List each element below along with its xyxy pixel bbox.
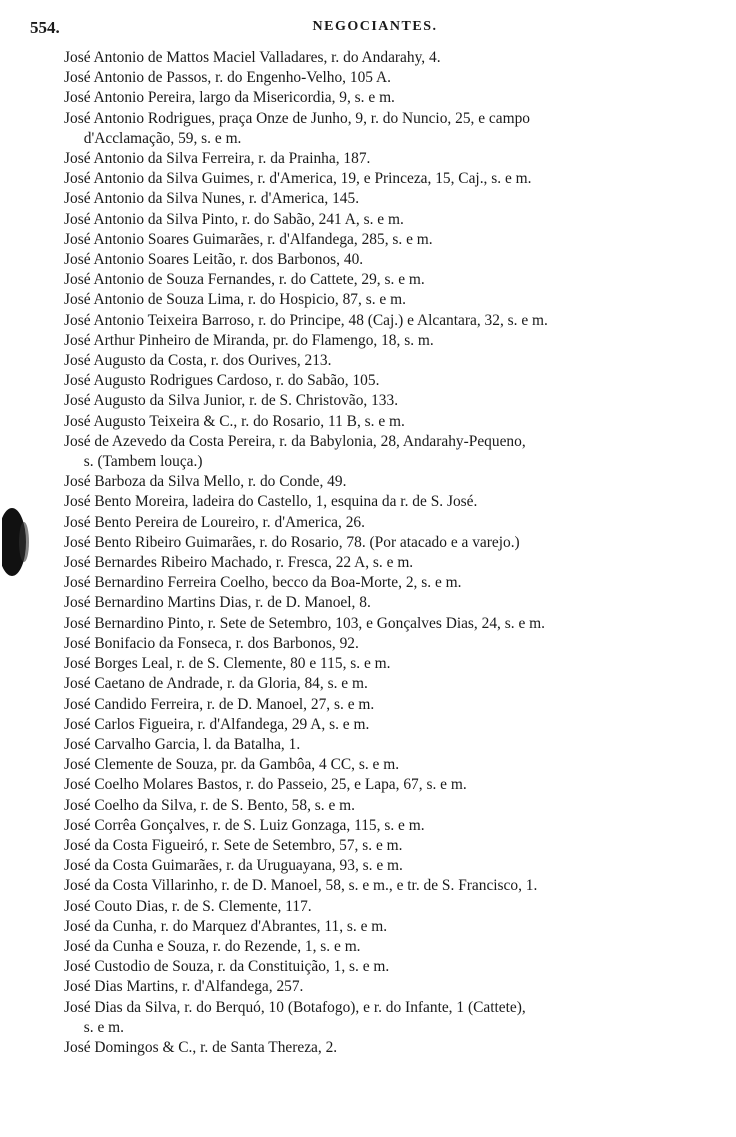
directory-entry bbox=[64, 654, 726, 674]
running-title: NEGOCIANTES. bbox=[312, 19, 438, 34]
directory-entry bbox=[64, 836, 726, 856]
directory-entry bbox=[64, 715, 726, 735]
directory-entry bbox=[64, 311, 726, 331]
entry-text: José Bernardino Pinto, r. Sete de Setembro, 103, e Gonçalves Dias, 24, s. e m. bbox=[64, 614, 545, 632]
directory-entry bbox=[64, 472, 726, 492]
directory-entry bbox=[64, 88, 726, 108]
entry-text: José Corrêa Gonçalves, r. de S. Luiz Gonzaga, 115, s. e m. bbox=[64, 816, 425, 834]
entry-text: José Bento Moreira, ladeira do Castello, 1, esquina da r. de S. José. bbox=[64, 493, 478, 511]
entry-text: José Carvalho Garcia, l. da Batalha, 1. bbox=[64, 735, 301, 753]
directory-entry bbox=[64, 573, 726, 593]
entry-text: José Antonio de Souza Fernandes, r. do Cattete, 29, s. e m. bbox=[64, 271, 425, 289]
directory-entry bbox=[64, 816, 726, 836]
entry-text: José Bonifacio da Fonseca, r. dos Barbonos, 92. bbox=[64, 634, 359, 652]
directory-entry bbox=[64, 957, 726, 977]
entry-text: José da Cunha e Souza, r. do Rezende, 1, s. e m. bbox=[64, 937, 361, 955]
entry-text: José Bernardes Ribeiro Machado, r. Fresca, 22 A, s. e m. bbox=[64, 554, 414, 572]
directory-entry bbox=[64, 533, 726, 553]
entry-text: José Borges Leal, r. de S. Clemente, 80 e 115, s. e m. bbox=[64, 655, 391, 673]
directory-entry bbox=[64, 210, 726, 230]
directory-entry bbox=[64, 735, 726, 755]
directory-entry bbox=[64, 856, 726, 876]
directory-entry bbox=[64, 290, 726, 310]
entry-text: José Dias da Silva, r. do Berquó, 10 (Botafogo), e r. do Infante, 1 (Cattete), bbox=[64, 998, 526, 1016]
directory-entry bbox=[64, 492, 726, 512]
entry-text: José Antonio Teixeira Barroso, r. do Principe, 48 (Caj.) e Alcantara, 32, s. e m. bbox=[64, 311, 548, 329]
directory-entry bbox=[64, 796, 726, 816]
entry-text: José da Costa Figueiró, r. Sete de Setembro, 57, s. e m. bbox=[64, 836, 403, 854]
entry-text: José Augusto da Silva Junior, r. de S. Christovão, 133. bbox=[64, 392, 399, 410]
merchant-directory-list bbox=[64, 48, 734, 1058]
directory-entry bbox=[64, 695, 726, 715]
directory-entry bbox=[64, 998, 726, 1038]
entry-text: José Coelho Molares Bastos, r. do Passeio, 25, e Lapa, 67, s. e m. bbox=[64, 776, 467, 794]
directory-entry bbox=[64, 391, 726, 411]
entry-text: José Augusto Rodrigues Cardoso, r. do Sabão, 105. bbox=[64, 372, 380, 390]
entry-text: José Couto Dias, r. de S. Clemente, 117. bbox=[64, 897, 312, 915]
entry-text: José Bento Ribeiro Guimarães, r. do Rosario, 78. (Por atacado e a varejo.) bbox=[64, 533, 520, 551]
directory-entry bbox=[64, 917, 726, 937]
directory-entry bbox=[64, 189, 726, 209]
directory-entry bbox=[64, 876, 726, 896]
directory-entry bbox=[64, 250, 726, 270]
entry-text: José Carlos Figueira, r. d'Alfandega, 29 A, s. e m. bbox=[64, 715, 370, 733]
entry-text: José Bernardino Martins Dias, r. de D. Manoel, 8. bbox=[64, 594, 371, 612]
directory-entry bbox=[64, 68, 726, 88]
directory-entry bbox=[64, 775, 726, 795]
directory-entry bbox=[64, 351, 726, 371]
page-header bbox=[30, 18, 720, 42]
directory-entry bbox=[64, 109, 726, 149]
directory-entry bbox=[64, 331, 726, 351]
page-number: 554. bbox=[30, 18, 60, 37]
entry-text: José Candido Ferreira, r. de D. Manoel, 27, s. e m. bbox=[64, 695, 375, 713]
entry-text: José Barboza da Silva Mello, r. do Conde, 49. bbox=[64, 473, 347, 491]
entry-text: José da Cunha, r. do Marquez d'Abrantes, 11, s. e m. bbox=[64, 917, 388, 935]
directory-entry bbox=[64, 553, 726, 573]
entry-text: José Antonio da Silva Ferreira, r. da Prainha, 187. bbox=[64, 150, 371, 168]
directory-entry bbox=[64, 513, 726, 533]
entry-text: José Augusto da Costa, r. dos Ourives, 213. bbox=[64, 352, 332, 370]
entry-text: José Antonio Pereira, largo da Misericordia, 9, s. e m. bbox=[64, 89, 395, 107]
entry-text: José Bernardino Ferreira Coelho, becco da Boa-Morte, 2, s. e m. bbox=[64, 574, 462, 592]
directory-entry bbox=[64, 371, 726, 391]
entry-text: José Clemente de Souza, pr. da Gambôa, 4 CC, s. e m. bbox=[64, 756, 400, 774]
entry-text: José de Azevedo da Costa Pereira, r. da Babylonia, 28, Andarahy-Pequeno, bbox=[64, 432, 526, 450]
directory-entry bbox=[64, 634, 726, 654]
entry-text: José Domingos & C., r. de Santa Thereza, 2. bbox=[64, 1038, 338, 1056]
entry-text: José Antonio de Souza Lima, r. do Hospicio, 87, s. e m. bbox=[64, 291, 406, 309]
entry-continuation: d'Acclamação, 59, s. e m. bbox=[83, 129, 242, 147]
entry-text: José Antonio de Passos, r. do Engenho-Velho, 105 A. bbox=[64, 69, 391, 87]
directory-entry bbox=[64, 230, 726, 250]
directory-entry bbox=[64, 937, 726, 957]
entry-text: José Antonio Rodrigues, praça Onze de Junho, 9, r. do Nuncio, 25, e campo bbox=[64, 109, 530, 127]
directory-entry bbox=[64, 48, 726, 68]
entry-text: José Caetano de Andrade, r. da Gloria, 84, s. e m. bbox=[64, 675, 368, 693]
entry-text: José Augusto Teixeira & C., r. do Rosario, 11 B, s. e m. bbox=[64, 412, 405, 430]
directory-entry bbox=[64, 270, 726, 290]
entry-text: José Antonio Soares Guimarães, r. d'Alfandega, 285, s. e m. bbox=[64, 230, 433, 248]
entry-text: José Antonio Soares Leitão, r. dos Barbonos, 40. bbox=[64, 251, 364, 269]
directory-entry bbox=[64, 614, 726, 634]
directory-entry bbox=[64, 593, 726, 613]
ink-blot-mark bbox=[2, 500, 32, 584]
entry-text: José Antonio da Silva Pinto, r. do Sabão, 241 A, s. e m. bbox=[64, 210, 404, 228]
directory-entry bbox=[64, 432, 726, 472]
entry-text: José Custodio de Souza, r. da Constituição, 1, s. e m. bbox=[64, 958, 390, 976]
entry-text: José Arthur Pinheiro de Miranda, pr. do Flamengo, 18, s. m. bbox=[64, 331, 434, 349]
entry-text: José da Costa Guimarães, r. da Uruguayana, 93, s. e m. bbox=[64, 857, 403, 875]
entry-text: José Antonio da Silva Nunes, r. d'America, 145. bbox=[64, 190, 360, 208]
directory-entry bbox=[64, 169, 726, 189]
directory-entry bbox=[64, 674, 726, 694]
directory-entry bbox=[64, 755, 726, 775]
entry-text: José da Costa Villarinho, r. de D. Manoel, 58, s. e m., e tr. de S. Francisco, 1. bbox=[64, 877, 538, 895]
entry-text: José Antonio de Mattos Maciel Valladares, r. do Andarahy, 4. bbox=[64, 49, 441, 66]
entry-continuation: s. (Tambem louça.) bbox=[83, 453, 203, 471]
directory-entry bbox=[64, 897, 726, 917]
entry-continuation: s. e m. bbox=[83, 1018, 124, 1036]
entry-text: José Coelho da Silva, r. de S. Bento, 58, s. e m. bbox=[64, 796, 356, 814]
entry-text: José Bento Pereira de Loureiro, r. d'America, 26. bbox=[64, 513, 366, 531]
directory-entry bbox=[64, 977, 726, 997]
entry-text: José Dias Martins, r. d'Alfandega, 257. bbox=[64, 978, 304, 996]
entry-text: José Antonio da Silva Guimes, r. d'America, 19, e Princeza, 15, Caj., s. e m. bbox=[64, 170, 532, 188]
directory-entry bbox=[64, 1038, 726, 1058]
directory-entry bbox=[64, 149, 726, 169]
directory-entry bbox=[64, 412, 726, 432]
